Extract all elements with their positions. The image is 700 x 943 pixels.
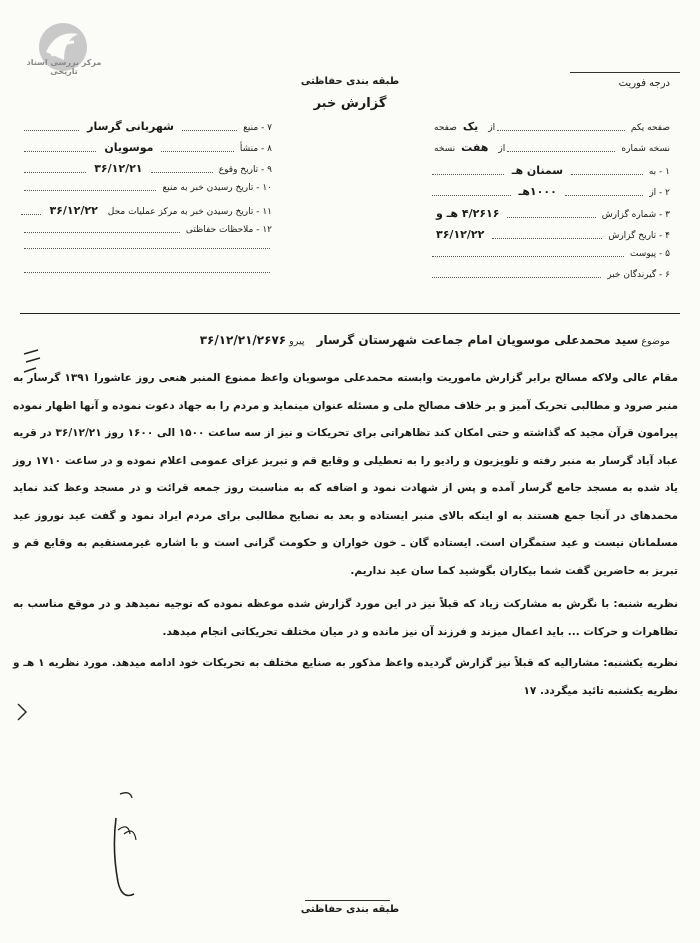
- divider: [305, 900, 390, 901]
- field-news-received-source: ۱۰ - تاریخ رسیدن خبر به منبع: [22, 183, 272, 193]
- field-origin: ۸ - منشأ موسویان: [22, 141, 272, 154]
- subject-label: موضوع: [641, 336, 670, 347]
- field-event-date: ۹ - تاریخ وقوع ۳۶/۱۲/۲۱: [22, 162, 272, 175]
- divider: [570, 72, 680, 73]
- field-report-number: ۳ - شماره گزارش ۴/۲۶۱۶ هـ و: [436, 207, 670, 220]
- field-report-date: ۴ - تاریخ گزارش ۳۶/۱۲/۲۲: [436, 228, 670, 241]
- field-news-received-center: ۱۱ - تاریخ رسیدن خبر به مرکز عملیات محل ۳۶/۱۲/۲۲: [22, 204, 272, 217]
- field-attachment: ۵ - پیوست: [430, 249, 670, 259]
- body-paragraph-3: نظریه یکشنبه: مشارالیه که قبلاً نیز گزارش گردیده واعظ مذکور به صنایع مختلف به تحریکات خود ادامه میدهد. مورد نظریه ۱ هـ و نظریه یکشنبه تائید میگردد. ۱۷: [13, 657, 678, 697]
- logo-caption: مرکز بررسی اسناد تاریخی: [26, 58, 102, 76]
- reference-label: پیرو: [289, 336, 305, 347]
- blank-line: [22, 248, 272, 251]
- classification-top: طبقه بندی حفاظتی: [300, 76, 400, 87]
- reference-number: ۳۶/۱۲/۲۱/۲۶۷۶: [199, 333, 287, 347]
- blank-line: [22, 272, 272, 275]
- handwritten-signature: [108, 790, 158, 905]
- section-divider: [20, 313, 680, 314]
- field-from: ۲ - از ۱۰۰۰هـ: [430, 185, 670, 198]
- field-recipients: ۶ - گیرندگان خبر: [430, 270, 670, 280]
- document-title: گزارش خبر: [313, 96, 387, 111]
- field-source: ۷ - منبع شهربانی گرسار: [22, 120, 272, 133]
- subject-line: [10, 333, 670, 347]
- margin-mark-icon: [20, 348, 44, 378]
- field-copy: نسخه شماره از هفت نسخه: [434, 141, 670, 154]
- subject-value: سید محمدعلی موسویان امام جماعت شهرستان گرسار: [316, 333, 639, 347]
- field-to: ۱ - به سمنان هـ: [430, 164, 670, 177]
- report-body: [13, 365, 678, 705]
- priority-label: درجه فوریت: [618, 78, 670, 89]
- body-paragraph-2: نظریه شنبه: با نگرش به مشارکت زیاد که قبلاً نیز در این مورد گزارش شده موعظه نموده که توجیه نمیدهد و در موقع مناسب به تظاهرات و حرکات ... باید اعمال میزند و فرزند آن نیز مانده و در میان مختلف تحریکاتی انجام میدهد.: [13, 598, 678, 638]
- classification-bottom: طبقه بندی حفاظتی: [300, 904, 400, 915]
- field-page: صفحه یکم از یک صفحه: [434, 120, 670, 133]
- field-protection-notes: ۱۲ - ملاحظات حفاظتی: [22, 225, 272, 235]
- body-paragraph-1: مقام عالی ولاکه مسالح برابر گزارش ماموریت وابسته محمدعلی موسویان واعظ ممنوع المنبر هنعی روز عاشورا ۱۳۹۱ گرسار به منبر صرود و مطالبی تحریک آمیز و بر خلاف مصالح ملی و مسئله عنوان مینماید و مردم را به جهاد دعوت نموده و آنها اظهار نموده پیرامون قرآن مجید که گذاشته و حتی امکان کند تظاهراتی برای تحریکات و نیز از سه ساعت ۱۵۰۰ الی ۱۶۰۰ روز ۳۶/۱۲/۲۱ در قریه عباد آباد گرسار به منبر رفته و تلویزیون و رادیو را به تعطیلی و وقایع قم و تبریز عزای عمومی اعلام نموده و در ساعت ۱۷۱۰ روز یاد شده به مسجد جامع گرسار آمده و پس از شهادت نمود و اضافه که به مناسبت روز جمعه قرائت و در مسجد وعظ کند نماید محمدهای در آنجا جمع هستند به او اینکه بالای منبر ایستاده و بعد به نصایح مطالبی برای مردم ایراد نمود و گفت عید نوروز عید مسلمانان نیست و عید ستمگران است. ایستاده گان ـ خون خواران و حکومت گرانی است و با اشاره غیرمستقیم به وقایع قم و تبریز به حاضرین گفت شما بیکاران بگوشید کما سان عید نداریم.: [13, 372, 679, 577]
- margin-mark-icon: [14, 700, 34, 726]
